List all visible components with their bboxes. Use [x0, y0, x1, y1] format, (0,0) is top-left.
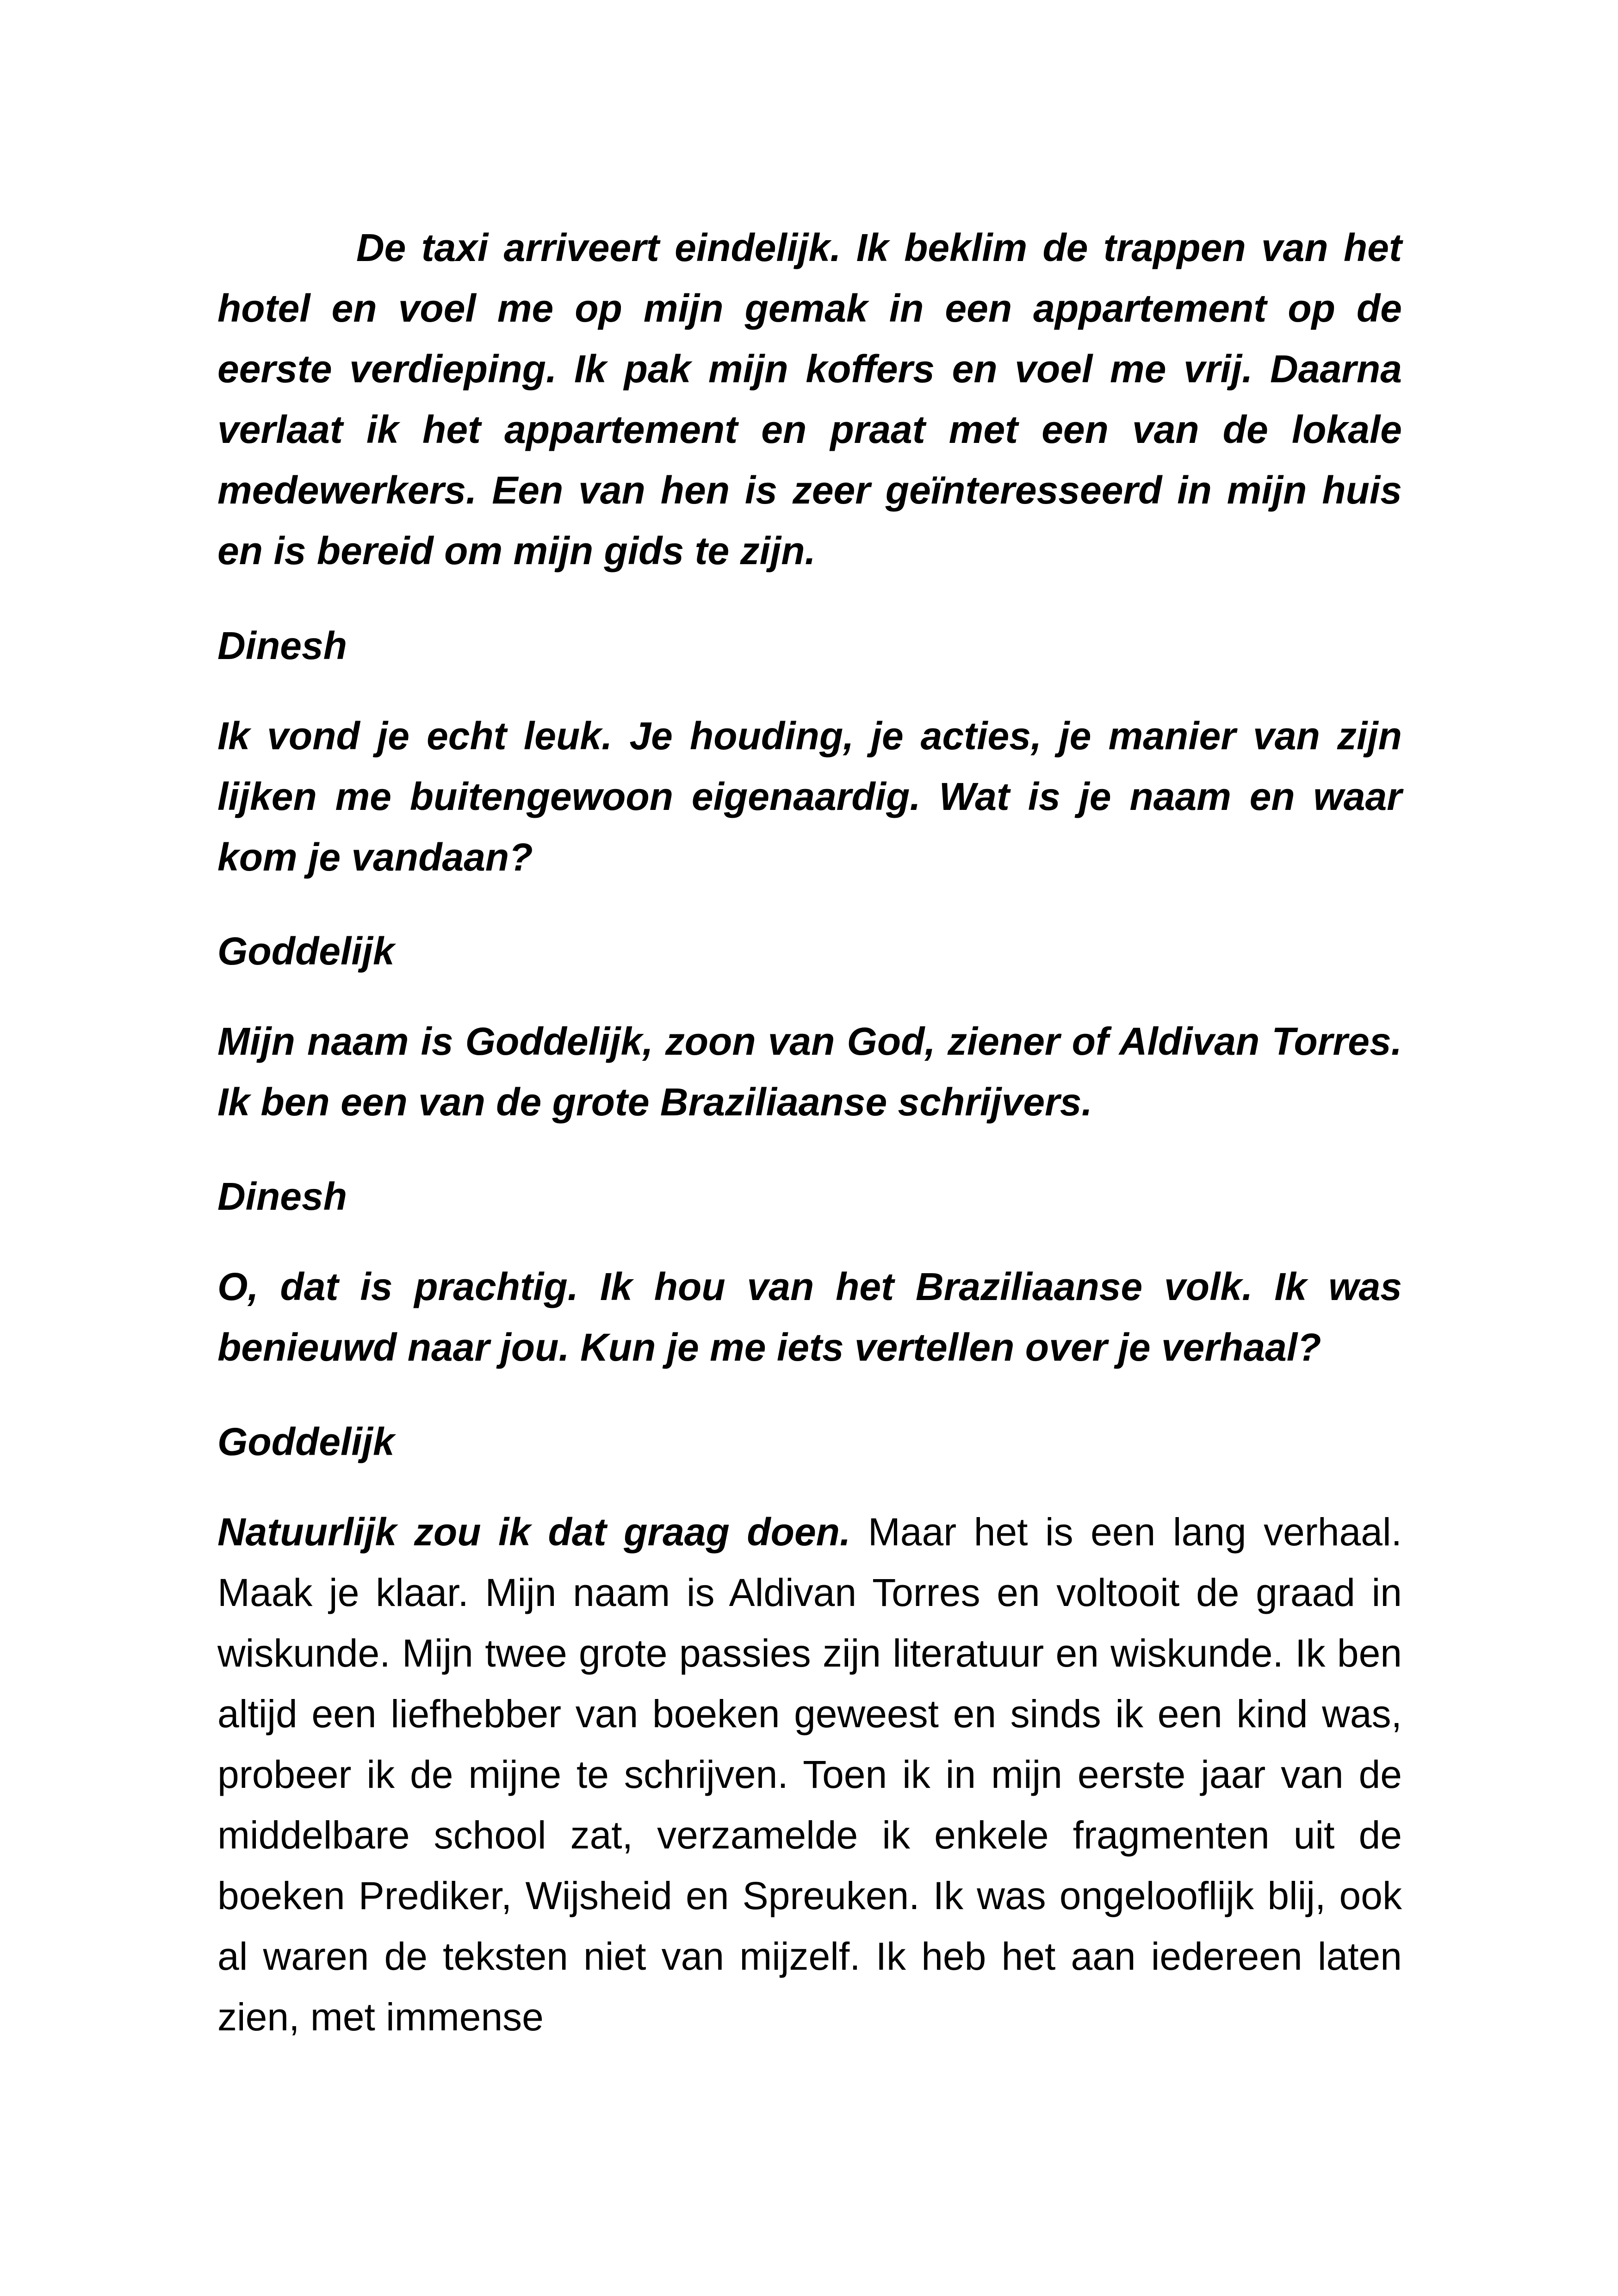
dialogue-body-text: Maar het is een lang verhaal. Maak je klaar. Mijn naam is Aldivan Torres en voltooit de graad in wiskunde. Mijn twee grote passies zijn literatuur en wiskunde. Ik ben altijd een liefhebber van boeken geweest en sinds ik een kind was, probeer ik de mijne te schrijven. Toen ik in mijn eerste jaar van de middelbare school zat, verzamelde ik enkele fragmenten uit de boeken Prediker, Wijsheid en Spreuken. Ik was ongelooflijk blij, ook al waren de teksten niet van mijzelf. Ik heb het aan iedereen laten zien, met immense: [217, 1510, 1402, 2039]
speaker-name-goddelijk: Goddelijk: [217, 929, 395, 973]
dialogue-emphasis: Natuurlijk zou ik dat graag doen.: [217, 1510, 851, 1554]
dialogue-paragraph: [217, 1502, 1402, 2047]
speaker-name-dinesh: Dinesh: [217, 1175, 347, 1218]
narrative-paragraph: De taxi arriveert eindelijk. Ik beklim de trappen van het hotel en voel me op mijn gemak in een appartement op de eerste verdieping. Ik pak mijn koffers en voel me vrij. Daarna verlaat ik het appartement en praat met een van de lokale medewerkers. Een van hen is zeer geïnteresseerd in mijn huis en is bereid om mijn gids te zijn.: [217, 226, 1402, 572]
dialogue-paragraph: Ik vond je echt leuk. Je houding, je acties, je manier van zijn lijken me buitengewoon eigenaardig. Wat is je naam en waar kom je vandaan?: [217, 714, 1402, 879]
dialogue-paragraph: Mijn naam is Goddelijk, zoon van God, ziener of Aldivan Torres. Ik ben een van de grote Braziliaanse schrijvers.: [217, 1020, 1402, 1124]
speaker-name-dinesh: Dinesh: [217, 624, 347, 667]
dialogue-paragraph: O, dat is prachtig. Ik hou van het Braziliaanse volk. Ik was benieuwd naar jou. Kun je me iets vertellen over je verhaal?: [217, 1265, 1402, 1369]
speaker-name-goddelijk: Goddelijk: [217, 1420, 395, 1463]
